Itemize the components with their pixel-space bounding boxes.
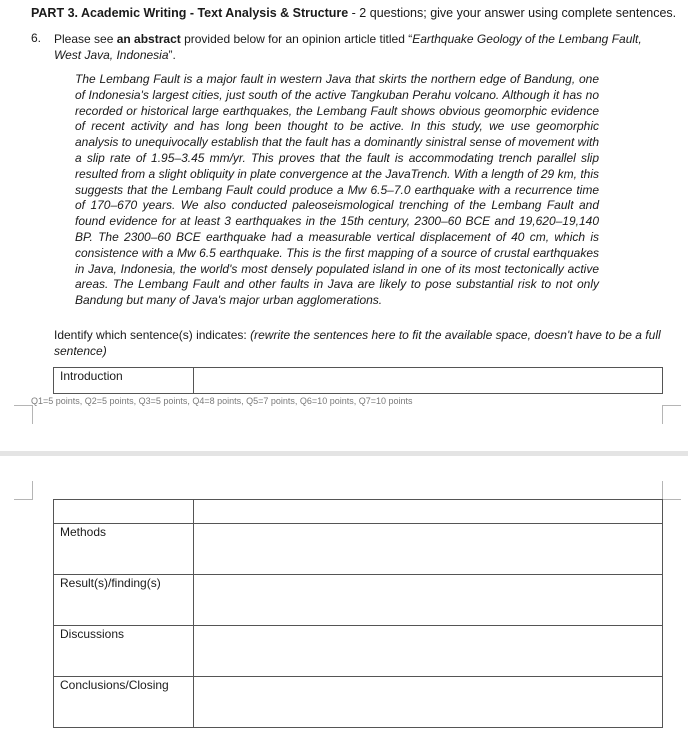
question-text (54, 31, 654, 63)
row-label-results: Result(s)/finding(s) (54, 575, 194, 626)
question-intro: Please see (54, 32, 117, 46)
blank-answer-cell[interactable] (194, 500, 663, 524)
points-note: Q1=5 points, Q2=5 points, Q3=5 points, Q4=8 points, Q5=7 points, Q6=10 points, Q7=10 points (31, 396, 413, 406)
instruction-note: (rewrite the sentences here to fit the available space, doesn't have to be a full sentence) (54, 328, 661, 358)
answer-cell-discussions[interactable] (194, 626, 663, 677)
answer-cell-results[interactable] (194, 575, 663, 626)
table-row (54, 524, 663, 575)
page-corner-mark (14, 481, 33, 500)
part-title: PART 3. Academic Writing - Text Analysis & Structure (31, 6, 349, 20)
page-corner-mark (662, 405, 681, 424)
question-bold: an abstract (116, 32, 181, 46)
question-mid: provided below for an opinion article titled “ (180, 32, 413, 46)
answer-cell-introduction[interactable] (194, 368, 663, 394)
row-label-introduction: Introduction (54, 368, 194, 394)
page-corner-mark (662, 481, 681, 500)
table-row (54, 677, 663, 728)
abstract-text: The Lembang Fault is a major fault in western Java that skirts the northern edge of Bandung, one of Indonesia's largest cities, just south of the active Tangkuban Perahu volcano. Although it has no recorded or historical large earthquakes, the Lembang Fault shows obvious geomorphic evidence of recent activity and has long been thought to be active. In this study, we use geomorphic analysis to unequivocally establish that the fault has a dominantly sinistral sense of movement with a slip rate of 1.95–3.45 mm/yr. This proves that the fault is accommodating trench parallel slip resulted from a slight obliquity in plate convergence at the JavaTrench. With a length of 29 km, this suggests that the Lembang Fault could produce a Mw 6.5–7.0 earthquake with a recurrence time of 170–670 years. We also conducted paleoseismological trenching of the Lembang Fault and found evidence for at least 3 earthquakes in the 15th century, 2300–60 BCE and 19,620–19,140 BP. The 2300–60 BCE earthquake had a measurable vertical displacement of 40 cm, which is consistence with a Mw 6.5 earthquake. This is the first mapping of a source of crustal earthquakes in Java, Indonesia, the world's most densely populated island in one of its most tectonically active areas. The Lembang Fault and other faults in Java are likely to pose substantial risk to not only Bandung but many of Java's major urban agglomerations. (75, 72, 599, 308)
blank-label-cell (54, 500, 194, 524)
table-row (54, 368, 663, 394)
instruction-main: Identify which sentence(s) indicates: (54, 328, 251, 342)
page-corner-mark (14, 405, 33, 424)
row-label-conclusions: Conclusions/Closing (54, 677, 194, 728)
table-row (54, 500, 663, 524)
table-row (54, 626, 663, 677)
row-label-methods: Methods (54, 524, 194, 575)
answer-table-top (53, 367, 663, 394)
part-header (31, 6, 676, 20)
row-label-discussions: Discussions (54, 626, 194, 677)
answer-table-bottom (53, 499, 663, 728)
part-details: - 2 questions; give your answer using complete sentences. (348, 6, 677, 20)
article-title: Earthquake Geology of the Lembang Fault, West Java, Indonesia (54, 32, 642, 62)
question-end: ”. (168, 48, 176, 62)
table-row (54, 575, 663, 626)
question-number: 6. (31, 31, 42, 45)
page-break (0, 451, 688, 456)
answer-cell-methods[interactable] (194, 524, 663, 575)
identify-instruction (54, 327, 664, 359)
answer-cell-conclusions[interactable] (194, 677, 663, 728)
